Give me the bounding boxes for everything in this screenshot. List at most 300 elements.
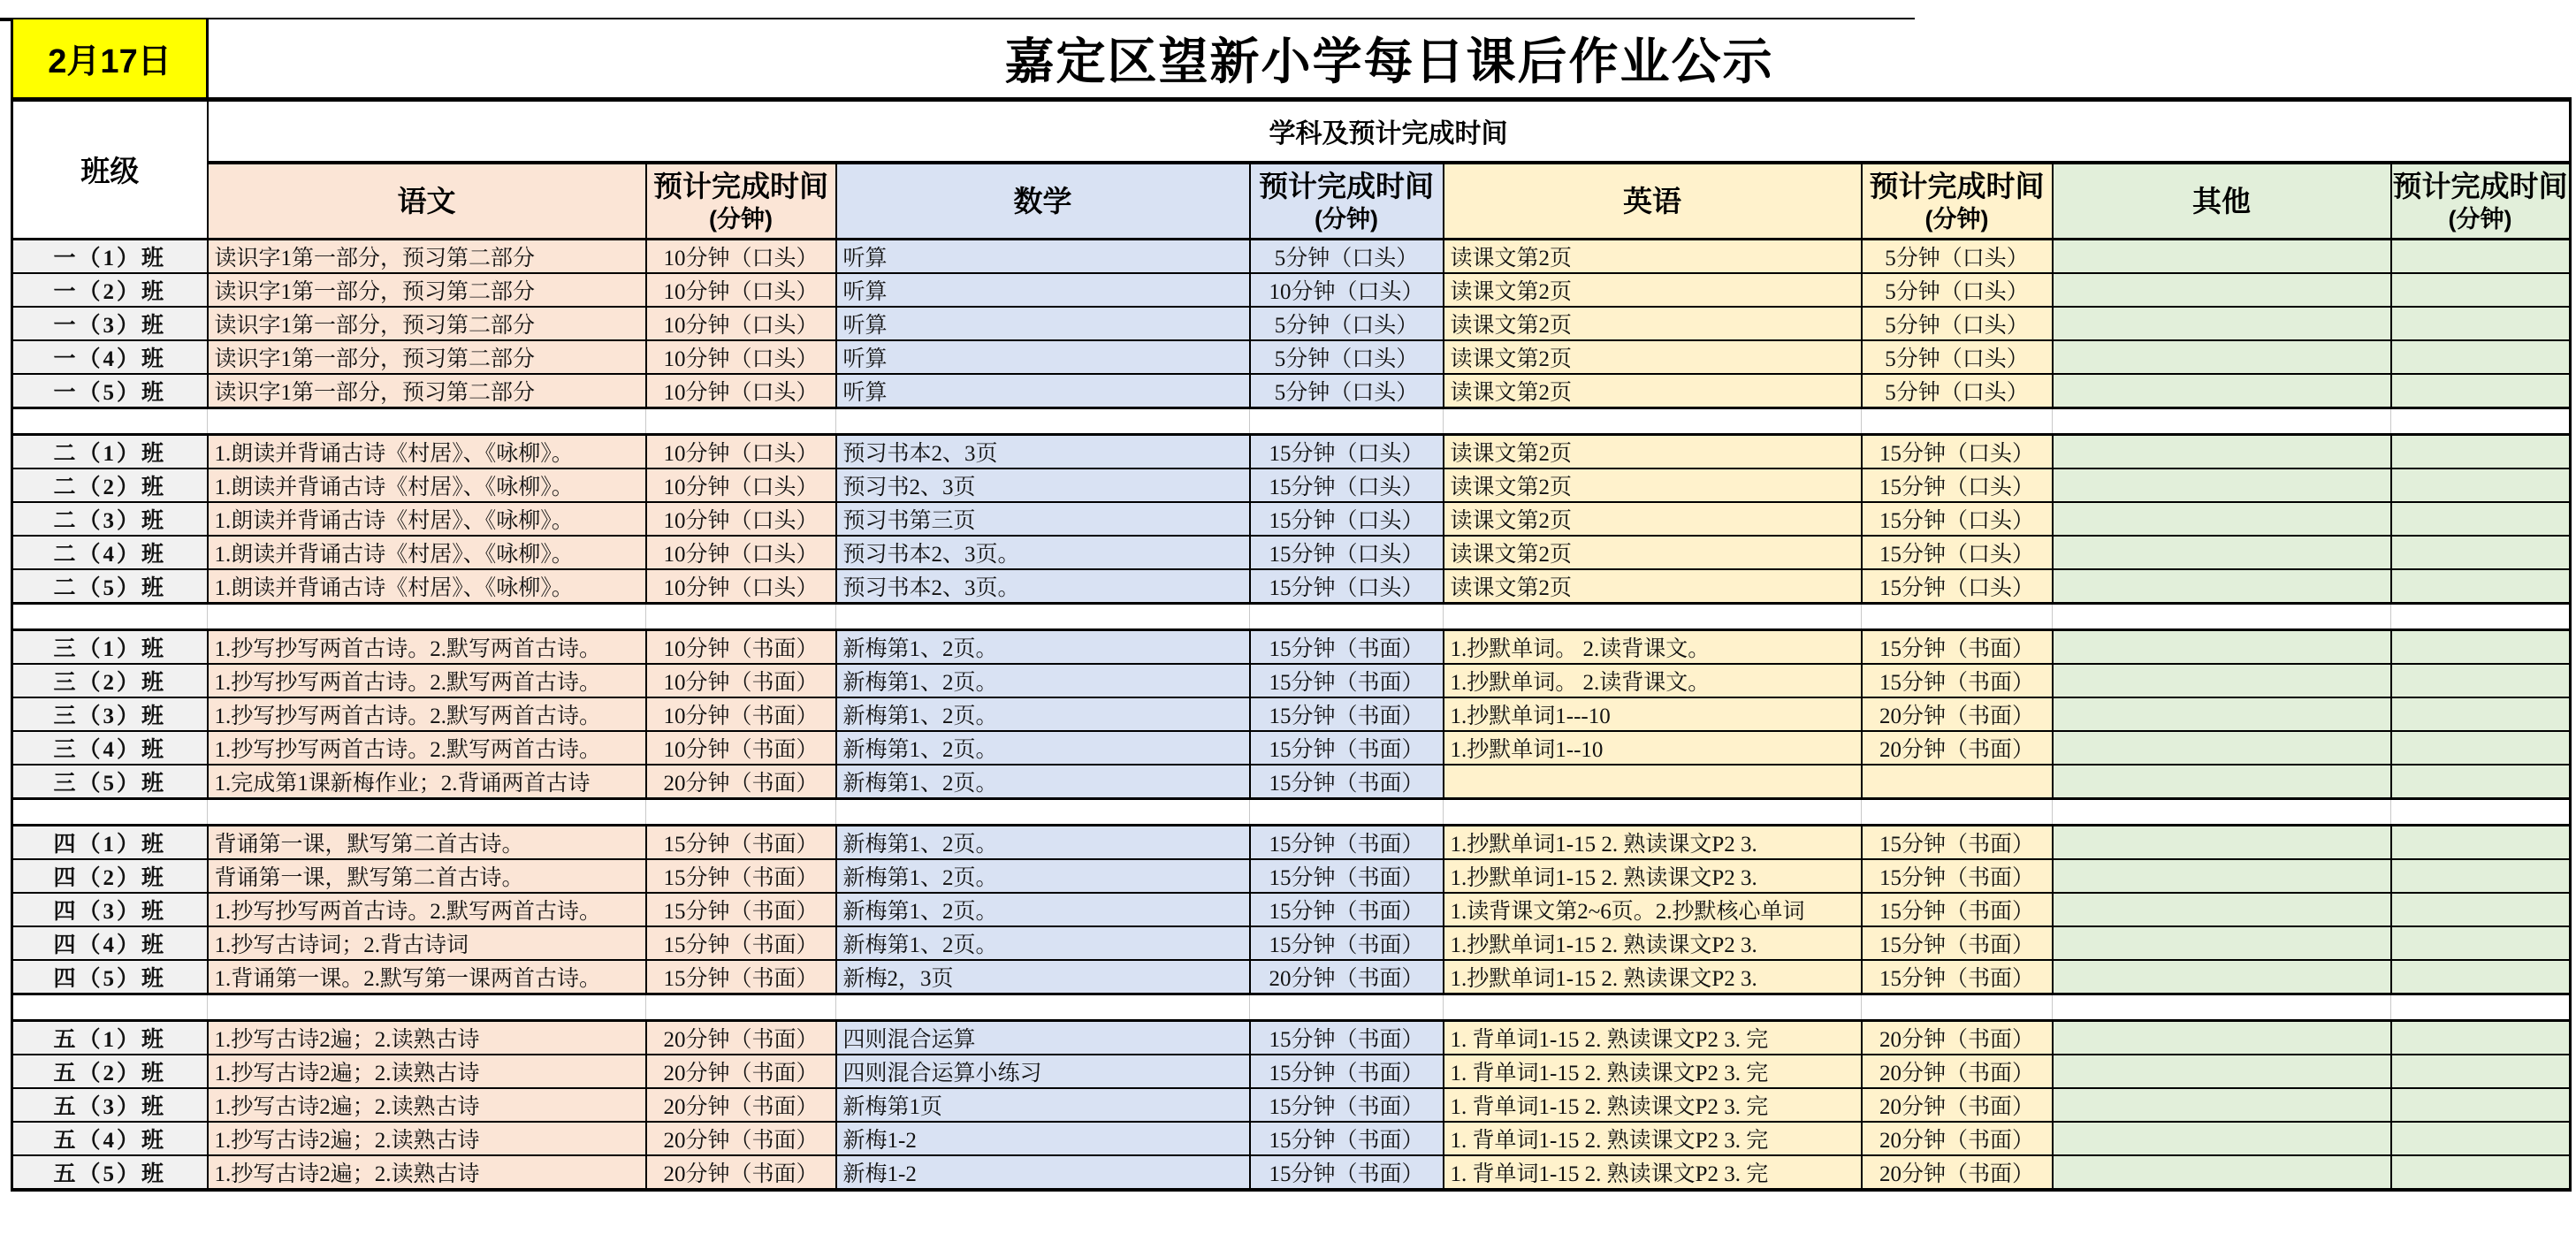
- cell-other-homework: [2053, 239, 2391, 273]
- column-header-unit: (分钟): [1924, 205, 1989, 232]
- cell-other-time: [2391, 1020, 2571, 1055]
- cell-chinese-homework: 1.抄写古诗词；2.背古诗词: [208, 926, 646, 960]
- cell-class-name: 五（5）班: [12, 1155, 208, 1190]
- homework-row: [12, 825, 2571, 859]
- separator-cell: [1250, 798, 1444, 825]
- cell-math-homework: 听算: [836, 340, 1250, 374]
- cell-class-name: 三（2）班: [12, 664, 208, 697]
- cell-math-time: 15分钟（书面）: [1250, 697, 1444, 731]
- cell-math-time: 15分钟（书面）: [1250, 1088, 1444, 1122]
- cell-chinese-homework: 1.抄写抄写两首古诗。2.默写两首古诗。: [208, 664, 646, 697]
- separator-cell: [12, 994, 208, 1020]
- cell-math-homework: 预习书本2、3页。: [836, 536, 1250, 569]
- separator-cell: [836, 798, 1250, 825]
- cell-math-time: 5分钟（口头）: [1250, 307, 1444, 340]
- class-column-header: 班级: [12, 99, 208, 239]
- cell-english-time: 5分钟（口头）: [1862, 307, 2053, 340]
- column-header-label: 预计完成时间: [1259, 170, 1434, 203]
- cell-math-homework: 听算: [836, 273, 1250, 307]
- homework-row: [12, 1055, 2571, 1088]
- cell-other-homework: [2053, 374, 2391, 408]
- cell-math-time: 15分钟（书面）: [1250, 859, 1444, 893]
- cell-chinese-homework: 1.抄写古诗2遍；2.读熟古诗: [208, 1055, 646, 1088]
- page-title: 嘉定区望新小学每日课后作业公示: [208, 19, 2571, 99]
- cell-class-name: 二（2）班: [12, 468, 208, 502]
- cell-other-time: [2391, 859, 2571, 893]
- cell-math-time: 15分钟（书面）: [1250, 1055, 1444, 1088]
- separator-cell: [208, 603, 646, 629]
- cell-english-homework: 1. 背单词1-15 2. 熟读课文P2 3. 完: [1444, 1088, 1862, 1122]
- cell-other-time: [2391, 569, 2571, 604]
- separator-cell: [1250, 408, 1444, 434]
- separator-row: [12, 603, 2571, 629]
- homework-row: [12, 569, 2571, 604]
- separator-cell: [1250, 603, 1444, 629]
- separator-cell: [646, 994, 836, 1020]
- cell-math-time: 15分钟（口头）: [1250, 434, 1444, 468]
- cell-math-homework: 预习书第三页: [836, 502, 1250, 536]
- cell-math-homework: 新梅2，3页: [836, 960, 1250, 994]
- cell-chinese-homework: 1.抄写古诗2遍；2.读熟古诗: [208, 1122, 646, 1155]
- cell-english-homework: 读课文第2页: [1444, 273, 1862, 307]
- cell-math-homework: 新梅第1、2页。: [836, 664, 1250, 697]
- cell-english-homework: 读课文第2页: [1444, 536, 1862, 569]
- cell-class-name: 四（1）班: [12, 825, 208, 859]
- column-header-unit: (分钟): [1315, 205, 1378, 232]
- cell-chinese-homework: 1.抄写抄写两首古诗。2.默写两首古诗。: [208, 629, 646, 664]
- cell-other-time: [2391, 664, 2571, 697]
- column-header-other: [2053, 163, 2391, 239]
- cell-other-time: [2391, 307, 2571, 340]
- homework-row: [12, 859, 2571, 893]
- separator-cell: [2053, 603, 2391, 629]
- cell-math-homework: 预习书本2、3页: [836, 434, 1250, 468]
- cell-english-time: 15分钟（书面）: [1862, 893, 2053, 926]
- cell-class-name: 一（4）班: [12, 340, 208, 374]
- cell-other-time: [2391, 1155, 2571, 1190]
- cell-chinese-homework: 1.背诵第一课。2.默写第一课两首古诗。: [208, 960, 646, 994]
- homework-row: [12, 1155, 2571, 1190]
- cell-math-time: 15分钟（书面）: [1250, 893, 1444, 926]
- cell-other-time: [2391, 731, 2571, 765]
- cell-other-time: [2391, 502, 2571, 536]
- cell-chinese-homework: 1.抄写古诗2遍；2.读熟古诗: [208, 1155, 646, 1190]
- separator-cell: [12, 603, 208, 629]
- separator-cell: [1862, 408, 2053, 434]
- cell-math-homework: 四则混合运算: [836, 1020, 1250, 1055]
- cell-english-homework: 读课文第2页: [1444, 374, 1862, 408]
- cell-chinese-homework: 1.抄写古诗2遍；2.读熟古诗: [208, 1020, 646, 1055]
- cell-other-homework: [2053, 859, 2391, 893]
- cell-class-name: 一（3）班: [12, 307, 208, 340]
- cell-chinese-homework: 背诵第一课，默写第二首古诗。: [208, 825, 646, 859]
- cell-english-homework: 1.抄默单词。 2.读背课文。: [1444, 664, 1862, 697]
- homework-row: [12, 273, 2571, 307]
- cell-english-time: 15分钟（书面）: [1862, 825, 2053, 859]
- column-header-label: 预计完成时间: [2392, 170, 2568, 203]
- cell-math-homework: 新梅第1页: [836, 1088, 1250, 1122]
- cell-chinese-time: 15分钟（书面）: [646, 893, 836, 926]
- cell-english-homework: 1. 背单词1-15 2. 熟读课文P2 3. 完: [1444, 1020, 1862, 1055]
- cell-chinese-time: 10分钟（书面）: [646, 664, 836, 697]
- cell-math-homework: 新梅第1、2页。: [836, 825, 1250, 859]
- separator-cell: [1862, 798, 2053, 825]
- cell-english-homework: 读课文第2页: [1444, 434, 1862, 468]
- cell-chinese-homework: 1.朗读并背诵古诗《村居》、《咏柳》。: [208, 434, 646, 468]
- cell-other-homework: [2053, 893, 2391, 926]
- cell-chinese-time: 10分钟（口头）: [646, 273, 836, 307]
- cell-english-time: 15分钟（口头）: [1862, 502, 2053, 536]
- cell-english-time: 20分钟（书面）: [1862, 1155, 2053, 1190]
- cell-math-time: 15分钟（书面）: [1250, 629, 1444, 664]
- separator-cell: [208, 994, 646, 1020]
- cell-other-time: [2391, 1122, 2571, 1155]
- cell-english-homework: 1. 背单词1-15 2. 熟读课文P2 3. 完: [1444, 1155, 1862, 1190]
- column-header-unit: (分钟): [709, 205, 773, 232]
- cell-english-time: 20分钟（书面）: [1862, 1122, 2053, 1155]
- homework-row: [12, 731, 2571, 765]
- cell-english-time: 15分钟（书面）: [1862, 960, 2053, 994]
- cell-math-time: 15分钟（书面）: [1250, 1155, 1444, 1190]
- cell-chinese-homework: 1.抄写古诗2遍；2.读熟古诗: [208, 1088, 646, 1122]
- cell-class-name: 五（3）班: [12, 1088, 208, 1122]
- cell-math-time: 15分钟（书面）: [1250, 825, 1444, 859]
- cell-class-name: 三（5）班: [12, 765, 208, 799]
- cell-english-time: 20分钟（书面）: [1862, 1055, 2053, 1088]
- cell-other-time: [2391, 434, 2571, 468]
- cell-chinese-time: 10分钟（口头）: [646, 502, 836, 536]
- column-header-unit: (分钟): [2448, 205, 2512, 232]
- cell-english-homework: 1.抄默单词1-15 2. 熟读课文P2 3.: [1444, 859, 1862, 893]
- cell-chinese-time: 10分钟（口头）: [646, 468, 836, 502]
- cell-other-homework: [2053, 765, 2391, 799]
- cell-chinese-homework: 读识字1第一部分，预习第二部分: [208, 307, 646, 340]
- subject-band-row: [12, 99, 2571, 163]
- cell-english-homework: 读课文第2页: [1444, 340, 1862, 374]
- separator-cell: [1444, 798, 1862, 825]
- cell-chinese-homework: 1.抄写抄写两首古诗。2.默写两首古诗。: [208, 893, 646, 926]
- cell-english-time: 20分钟（书面）: [1862, 1088, 2053, 1122]
- cell-other-homework: [2053, 502, 2391, 536]
- homework-row: [12, 340, 2571, 374]
- cell-chinese-time: 20分钟（书面）: [646, 765, 836, 799]
- cell-other-time: [2391, 340, 2571, 374]
- column-header-other-time: [2391, 163, 2571, 239]
- cell-math-time: 15分钟（口头）: [1250, 468, 1444, 502]
- homework-row: [12, 664, 2571, 697]
- cell-other-homework: [2053, 697, 2391, 731]
- cell-math-time: 15分钟（书面）: [1250, 926, 1444, 960]
- cell-english-homework: 1. 背单词1-15 2. 熟读课文P2 3. 完: [1444, 1122, 1862, 1155]
- cell-class-name: 一（1）班: [12, 239, 208, 273]
- separator-cell: [646, 798, 836, 825]
- separator-row: [12, 798, 2571, 825]
- cell-other-time: [2391, 765, 2571, 799]
- subject-band-header: 学科及预计完成时间: [208, 99, 2571, 163]
- separator-cell: [2053, 408, 2391, 434]
- cell-english-time: 20分钟（书面）: [1862, 697, 2053, 731]
- separator-cell: [2391, 408, 2571, 434]
- cell-other-homework: [2053, 825, 2391, 859]
- cell-math-homework: 新梅第1、2页。: [836, 859, 1250, 893]
- cell-english-homework: 读课文第2页: [1444, 502, 1862, 536]
- cell-other-time: [2391, 893, 2571, 926]
- cell-math-time: 15分钟（书面）: [1250, 1020, 1444, 1055]
- cell-chinese-time: 10分钟（口头）: [646, 536, 836, 569]
- cell-chinese-homework: 1.朗读并背诵古诗《村居》、《咏柳》。: [208, 569, 646, 604]
- homework-row: [12, 893, 2571, 926]
- cell-chinese-time: 20分钟（书面）: [646, 1155, 836, 1190]
- cell-english-homework: 1.抄默单词1-15 2. 熟读课文P2 3.: [1444, 825, 1862, 859]
- separator-cell: [646, 603, 836, 629]
- cell-other-homework: [2053, 960, 2391, 994]
- cell-math-time: 15分钟（书面）: [1250, 664, 1444, 697]
- cell-class-name: 三（1）班: [12, 629, 208, 664]
- cell-english-time: 5分钟（口头）: [1862, 374, 2053, 408]
- cell-class-name: 一（5）班: [12, 374, 208, 408]
- separator-cell: [836, 408, 1250, 434]
- separator-cell: [12, 408, 208, 434]
- homework-row: [12, 765, 2571, 799]
- cell-chinese-time: 10分钟（书面）: [646, 629, 836, 664]
- cell-other-time: [2391, 960, 2571, 994]
- column-header-label: 数学: [1013, 184, 1072, 217]
- cell-english-time: 20分钟（书面）: [1862, 1020, 2053, 1055]
- separator-cell: [1444, 408, 1862, 434]
- cell-chinese-time: 15分钟（书面）: [646, 825, 836, 859]
- cell-other-homework: [2053, 468, 2391, 502]
- cell-english-homework: 读课文第2页: [1444, 239, 1862, 273]
- cell-other-time: [2391, 825, 2571, 859]
- separator-cell: [2391, 603, 2571, 629]
- column-header-english-time: [1862, 163, 2053, 239]
- cell-other-homework: [2053, 569, 2391, 604]
- homework-row: [12, 1088, 2571, 1122]
- cell-class-name: 二（5）班: [12, 569, 208, 604]
- cell-english-time: 15分钟（书面）: [1862, 664, 2053, 697]
- homework-row: [12, 926, 2571, 960]
- column-header-label: 英语: [1623, 184, 1681, 217]
- cell-chinese-time: 20分钟（书面）: [646, 1020, 836, 1055]
- cell-english-time: 15分钟（书面）: [1862, 926, 2053, 960]
- homework-row: [12, 960, 2571, 994]
- cell-other-time: [2391, 239, 2571, 273]
- cell-class-name: 五（4）班: [12, 1122, 208, 1155]
- separator-row: [12, 994, 2571, 1020]
- cell-other-homework: [2053, 1122, 2391, 1155]
- separator-cell: [1250, 994, 1444, 1020]
- homework-row: [12, 536, 2571, 569]
- cell-math-time: 15分钟（书面）: [1250, 731, 1444, 765]
- separator-cell: [2053, 798, 2391, 825]
- cell-english-time: 15分钟（书面）: [1862, 859, 2053, 893]
- separator-cell: [12, 798, 208, 825]
- cell-other-time: [2391, 374, 2571, 408]
- separator-cell: [2391, 798, 2571, 825]
- cell-other-homework: [2053, 731, 2391, 765]
- column-header-english: [1444, 163, 1862, 239]
- cell-class-name: 五（1）班: [12, 1020, 208, 1055]
- homework-row: [12, 1020, 2571, 1055]
- cell-class-name: 一（2）班: [12, 273, 208, 307]
- cell-english-homework: 1.抄默单词1-15 2. 熟读课文P2 3.: [1444, 960, 1862, 994]
- cell-other-homework: [2053, 1155, 2391, 1190]
- cell-english-homework: [1444, 765, 1862, 799]
- cell-chinese-time: 15分钟（书面）: [646, 960, 836, 994]
- cell-english-time: 15分钟（书面）: [1862, 629, 2053, 664]
- cell-other-time: [2391, 697, 2571, 731]
- cell-english-time: 15分钟（口头）: [1862, 468, 2053, 502]
- cell-chinese-time: 10分钟（口头）: [646, 340, 836, 374]
- cell-class-name: 二（3）班: [12, 502, 208, 536]
- cell-math-time: 10分钟（口头）: [1250, 273, 1444, 307]
- cell-other-homework: [2053, 434, 2391, 468]
- cell-math-time: 5分钟（口头）: [1250, 374, 1444, 408]
- homework-row: [12, 697, 2571, 731]
- column-header-math-time: [1250, 163, 1444, 239]
- cell-english-homework: 读课文第2页: [1444, 569, 1862, 604]
- cell-class-name: 四（4）班: [12, 926, 208, 960]
- cell-english-time: 15分钟（口头）: [1862, 536, 2053, 569]
- homework-row: [12, 239, 2571, 273]
- column-header-chinese: [208, 163, 646, 239]
- cell-other-homework: [2053, 926, 2391, 960]
- cell-math-homework: 四则混合运算小练习: [836, 1055, 1250, 1088]
- cell-chinese-time: 15分钟（书面）: [646, 859, 836, 893]
- homework-row: [12, 629, 2571, 664]
- cell-math-homework: 新梅第1、2页。: [836, 731, 1250, 765]
- cell-class-name: 五（2）班: [12, 1055, 208, 1088]
- cell-math-time: 15分钟（口头）: [1250, 569, 1444, 604]
- cell-math-time: 20分钟（书面）: [1250, 960, 1444, 994]
- cell-english-homework: 1.抄默单词1---10: [1444, 697, 1862, 731]
- cell-chinese-homework: 1.完成第1课新梅作业；2.背诵两首古诗: [208, 765, 646, 799]
- cell-english-time: 15分钟（口头）: [1862, 569, 2053, 604]
- separator-cell: [836, 994, 1250, 1020]
- cell-chinese-time: 10分钟（口头）: [646, 374, 836, 408]
- cell-english-time: 20分钟（书面）: [1862, 731, 2053, 765]
- cell-math-time: 5分钟（口头）: [1250, 239, 1444, 273]
- cell-other-homework: [2053, 629, 2391, 664]
- cell-english-homework: 1.抄默单词1-15 2. 熟读课文P2 3.: [1444, 926, 1862, 960]
- homework-table: [11, 19, 2572, 1192]
- cell-class-name: 三（4）班: [12, 731, 208, 765]
- cell-chinese-time: 10分钟（口头）: [646, 569, 836, 604]
- separator-cell: [646, 408, 836, 434]
- cell-class-name: 二（1）班: [12, 434, 208, 468]
- cell-english-time: 15分钟（口头）: [1862, 434, 2053, 468]
- separator-cell: [1862, 994, 2053, 1020]
- cell-math-time: 15分钟（书面）: [1250, 1122, 1444, 1155]
- column-header-row: [12, 163, 2571, 239]
- cell-other-homework: [2053, 664, 2391, 697]
- cell-english-time: 5分钟（口头）: [1862, 273, 2053, 307]
- cell-other-homework: [2053, 340, 2391, 374]
- cell-chinese-homework: 读识字1第一部分，预习第二部分: [208, 340, 646, 374]
- cell-chinese-homework: 读识字1第一部分，预习第二部分: [208, 273, 646, 307]
- column-header-label: 语文: [397, 184, 456, 217]
- cell-chinese-time: 10分钟（书面）: [646, 731, 836, 765]
- cell-english-homework: 1. 背单词1-15 2. 熟读课文P2 3. 完: [1444, 1055, 1862, 1088]
- cell-english-homework: 读课文第2页: [1444, 307, 1862, 340]
- column-header-label: 其他: [2192, 184, 2251, 217]
- cell-class-name: 三（3）班: [12, 697, 208, 731]
- separator-cell: [1862, 603, 2053, 629]
- cell-other-homework: [2053, 1088, 2391, 1122]
- separator-cell: [1444, 994, 1862, 1020]
- separator-cell: [2391, 994, 2571, 1020]
- cell-english-time: [1862, 765, 2053, 799]
- homework-row: [12, 502, 2571, 536]
- cell-math-time: 15分钟（书面）: [1250, 765, 1444, 799]
- cell-english-time: 5分钟（口头）: [1862, 340, 2053, 374]
- cell-english-homework: 1.抄默单词。 2.读背课文。: [1444, 629, 1862, 664]
- cell-other-time: [2391, 273, 2571, 307]
- cell-english-time: 5分钟（口头）: [1862, 239, 2053, 273]
- separator-cell: [836, 603, 1250, 629]
- cell-chinese-time: 20分钟（书面）: [646, 1122, 836, 1155]
- cell-chinese-time: 10分钟（口头）: [646, 239, 836, 273]
- cell-other-homework: [2053, 307, 2391, 340]
- separator-cell: [208, 408, 646, 434]
- cell-class-name: 四（5）班: [12, 960, 208, 994]
- title-row: [12, 19, 2571, 99]
- cell-english-homework: 1.抄默单词1--10: [1444, 731, 1862, 765]
- separator-cell: [208, 798, 646, 825]
- cell-chinese-homework: 读识字1第一部分，预习第二部分: [208, 239, 646, 273]
- cell-other-time: [2391, 926, 2571, 960]
- cell-chinese-time: 20分钟（书面）: [646, 1055, 836, 1088]
- cell-class-name: 四（2）班: [12, 859, 208, 893]
- cell-chinese-time: 15分钟（书面）: [646, 926, 836, 960]
- date-cell: 2月17日: [12, 19, 208, 99]
- cell-math-homework: 新梅第1、2页。: [836, 765, 1250, 799]
- cell-chinese-time: 20分钟（书面）: [646, 1088, 836, 1122]
- cell-other-time: [2391, 629, 2571, 664]
- cell-math-homework: 新梅第1、2页。: [836, 926, 1250, 960]
- cell-other-homework: [2053, 273, 2391, 307]
- cell-math-homework: 听算: [836, 307, 1250, 340]
- cell-class-name: 二（4）班: [12, 536, 208, 569]
- cell-math-homework: 听算: [836, 239, 1250, 273]
- cell-other-time: [2391, 1055, 2571, 1088]
- cell-chinese-homework: 背诵第一课，默写第二首古诗。: [208, 859, 646, 893]
- cell-other-homework: [2053, 536, 2391, 569]
- cell-math-time: 15分钟（口头）: [1250, 502, 1444, 536]
- cell-other-time: [2391, 536, 2571, 569]
- cell-other-time: [2391, 468, 2571, 502]
- homework-row: [12, 374, 2571, 408]
- cell-math-homework: 新梅第1、2页。: [836, 893, 1250, 926]
- cell-chinese-homework: 读识字1第一部分，预习第二部分: [208, 374, 646, 408]
- cell-chinese-time: 10分钟（口头）: [646, 434, 836, 468]
- homework-row: [12, 307, 2571, 340]
- separator-row: [12, 408, 2571, 434]
- cell-chinese-homework: 1.朗读并背诵古诗《村居》、《咏柳》。: [208, 536, 646, 569]
- cell-other-homework: [2053, 1055, 2391, 1088]
- column-header-chinese-time: [646, 163, 836, 239]
- column-header-label: 预计完成时间: [1869, 170, 2045, 203]
- cell-chinese-homework: 1.抄写抄写两首古诗。2.默写两首古诗。: [208, 731, 646, 765]
- cell-chinese-homework: 1.抄写抄写两首古诗。2.默写两首古诗。: [208, 697, 646, 731]
- cell-math-homework: 新梅第1、2页。: [836, 697, 1250, 731]
- cell-chinese-time: 10分钟（口头）: [646, 307, 836, 340]
- cell-chinese-time: 10分钟（书面）: [646, 697, 836, 731]
- cell-math-homework: 预习书2、3页: [836, 468, 1250, 502]
- homework-row: [12, 1122, 2571, 1155]
- separator-cell: [2053, 994, 2391, 1020]
- column-header-math: [836, 163, 1250, 239]
